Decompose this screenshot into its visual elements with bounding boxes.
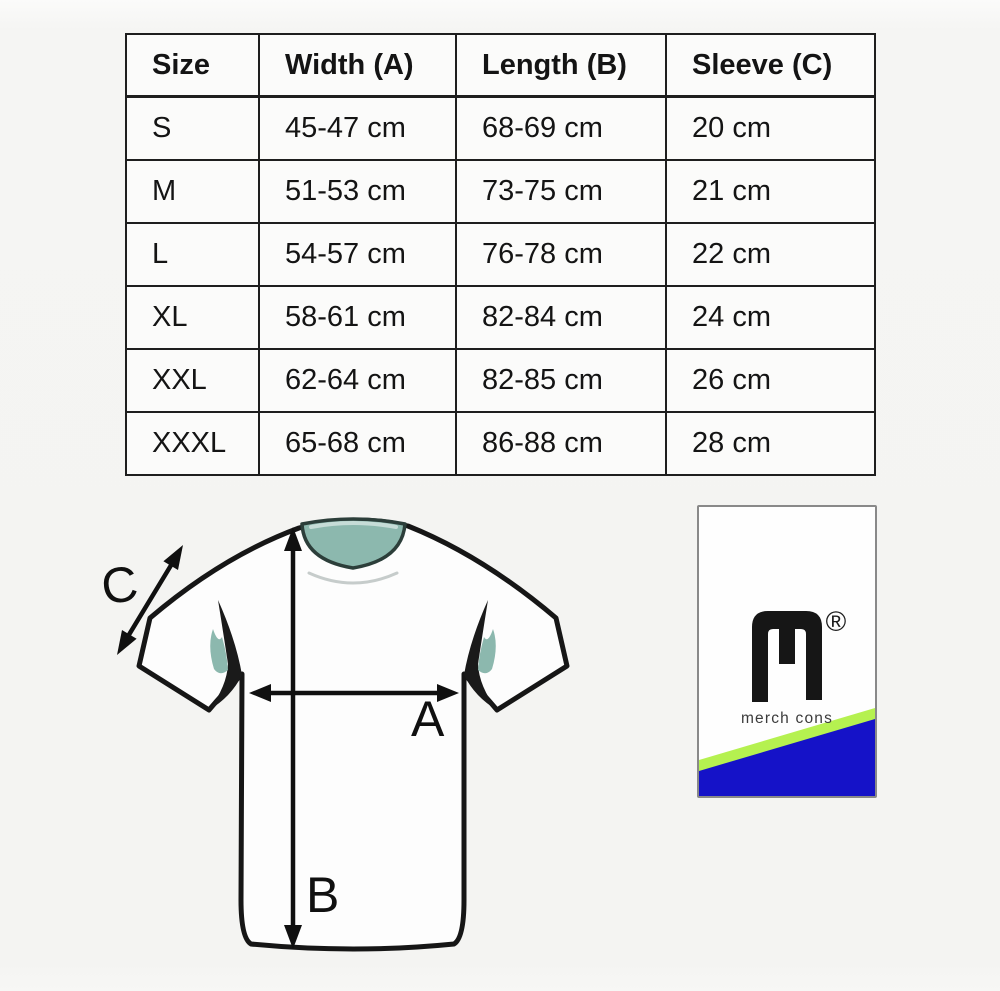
size-cell: S — [126, 97, 259, 161]
table-row — [126, 412, 875, 475]
measurement-cell: 76-78 cm — [456, 223, 666, 286]
column-header-sleeve: Sleeve (C) — [666, 34, 875, 97]
label-length-b: B — [306, 867, 340, 923]
measurement-cell: 68-69 cm — [456, 97, 666, 161]
brand-m-logo — [752, 611, 822, 702]
column-header-size: Size — [126, 34, 259, 97]
measurement-cell: 62-64 cm — [259, 349, 456, 412]
table-row — [126, 349, 875, 412]
size-cell: M — [126, 160, 259, 223]
measurement-cell: 54-57 cm — [259, 223, 456, 286]
brand-caption: merch cons — [740, 710, 834, 727]
size-cell: XXL — [126, 349, 259, 412]
measurement-cell: 24 cm — [666, 286, 875, 349]
measurement-cell: 82-85 cm — [456, 349, 666, 412]
measurement-cell: 73-75 cm — [456, 160, 666, 223]
table-row — [126, 286, 875, 349]
measurement-cell: 28 cm — [666, 412, 875, 475]
measurement-cell: 20 cm — [666, 97, 875, 161]
measurement-cell: 58-61 cm — [259, 286, 456, 349]
tshirt-measurement-diagram — [80, 495, 600, 991]
measurement-cell: 45-47 cm — [259, 97, 456, 161]
measurement-cell: 51-53 cm — [259, 160, 456, 223]
table-row — [126, 223, 875, 286]
label-width-a: A — [411, 691, 445, 747]
size-cell: XXXL — [126, 412, 259, 475]
measurement-cell: 65-68 cm — [259, 412, 456, 475]
label-sleeve-c: C — [97, 554, 142, 616]
size-cell: L — [126, 223, 259, 286]
measurement-cell: 82-84 cm — [456, 286, 666, 349]
registered-trademark-icon: ® — [825, 606, 847, 637]
column-header-length: Length (B) — [456, 34, 666, 97]
measurement-cell: 86-88 cm — [456, 412, 666, 475]
column-header-width: Width (A) — [259, 34, 456, 97]
table-header-row — [126, 34, 875, 97]
size-cell: XL — [126, 286, 259, 349]
measurement-cell: 22 cm — [666, 223, 875, 286]
measurement-cell: 26 cm — [666, 349, 875, 412]
measurement-cell: 21 cm — [666, 160, 875, 223]
table-row — [126, 160, 875, 223]
table-row — [126, 97, 875, 161]
size-table-body — [126, 97, 875, 476]
brand-label-graphic — [699, 507, 875, 796]
brand-label-card — [697, 505, 877, 798]
size-chart-table — [125, 33, 876, 476]
